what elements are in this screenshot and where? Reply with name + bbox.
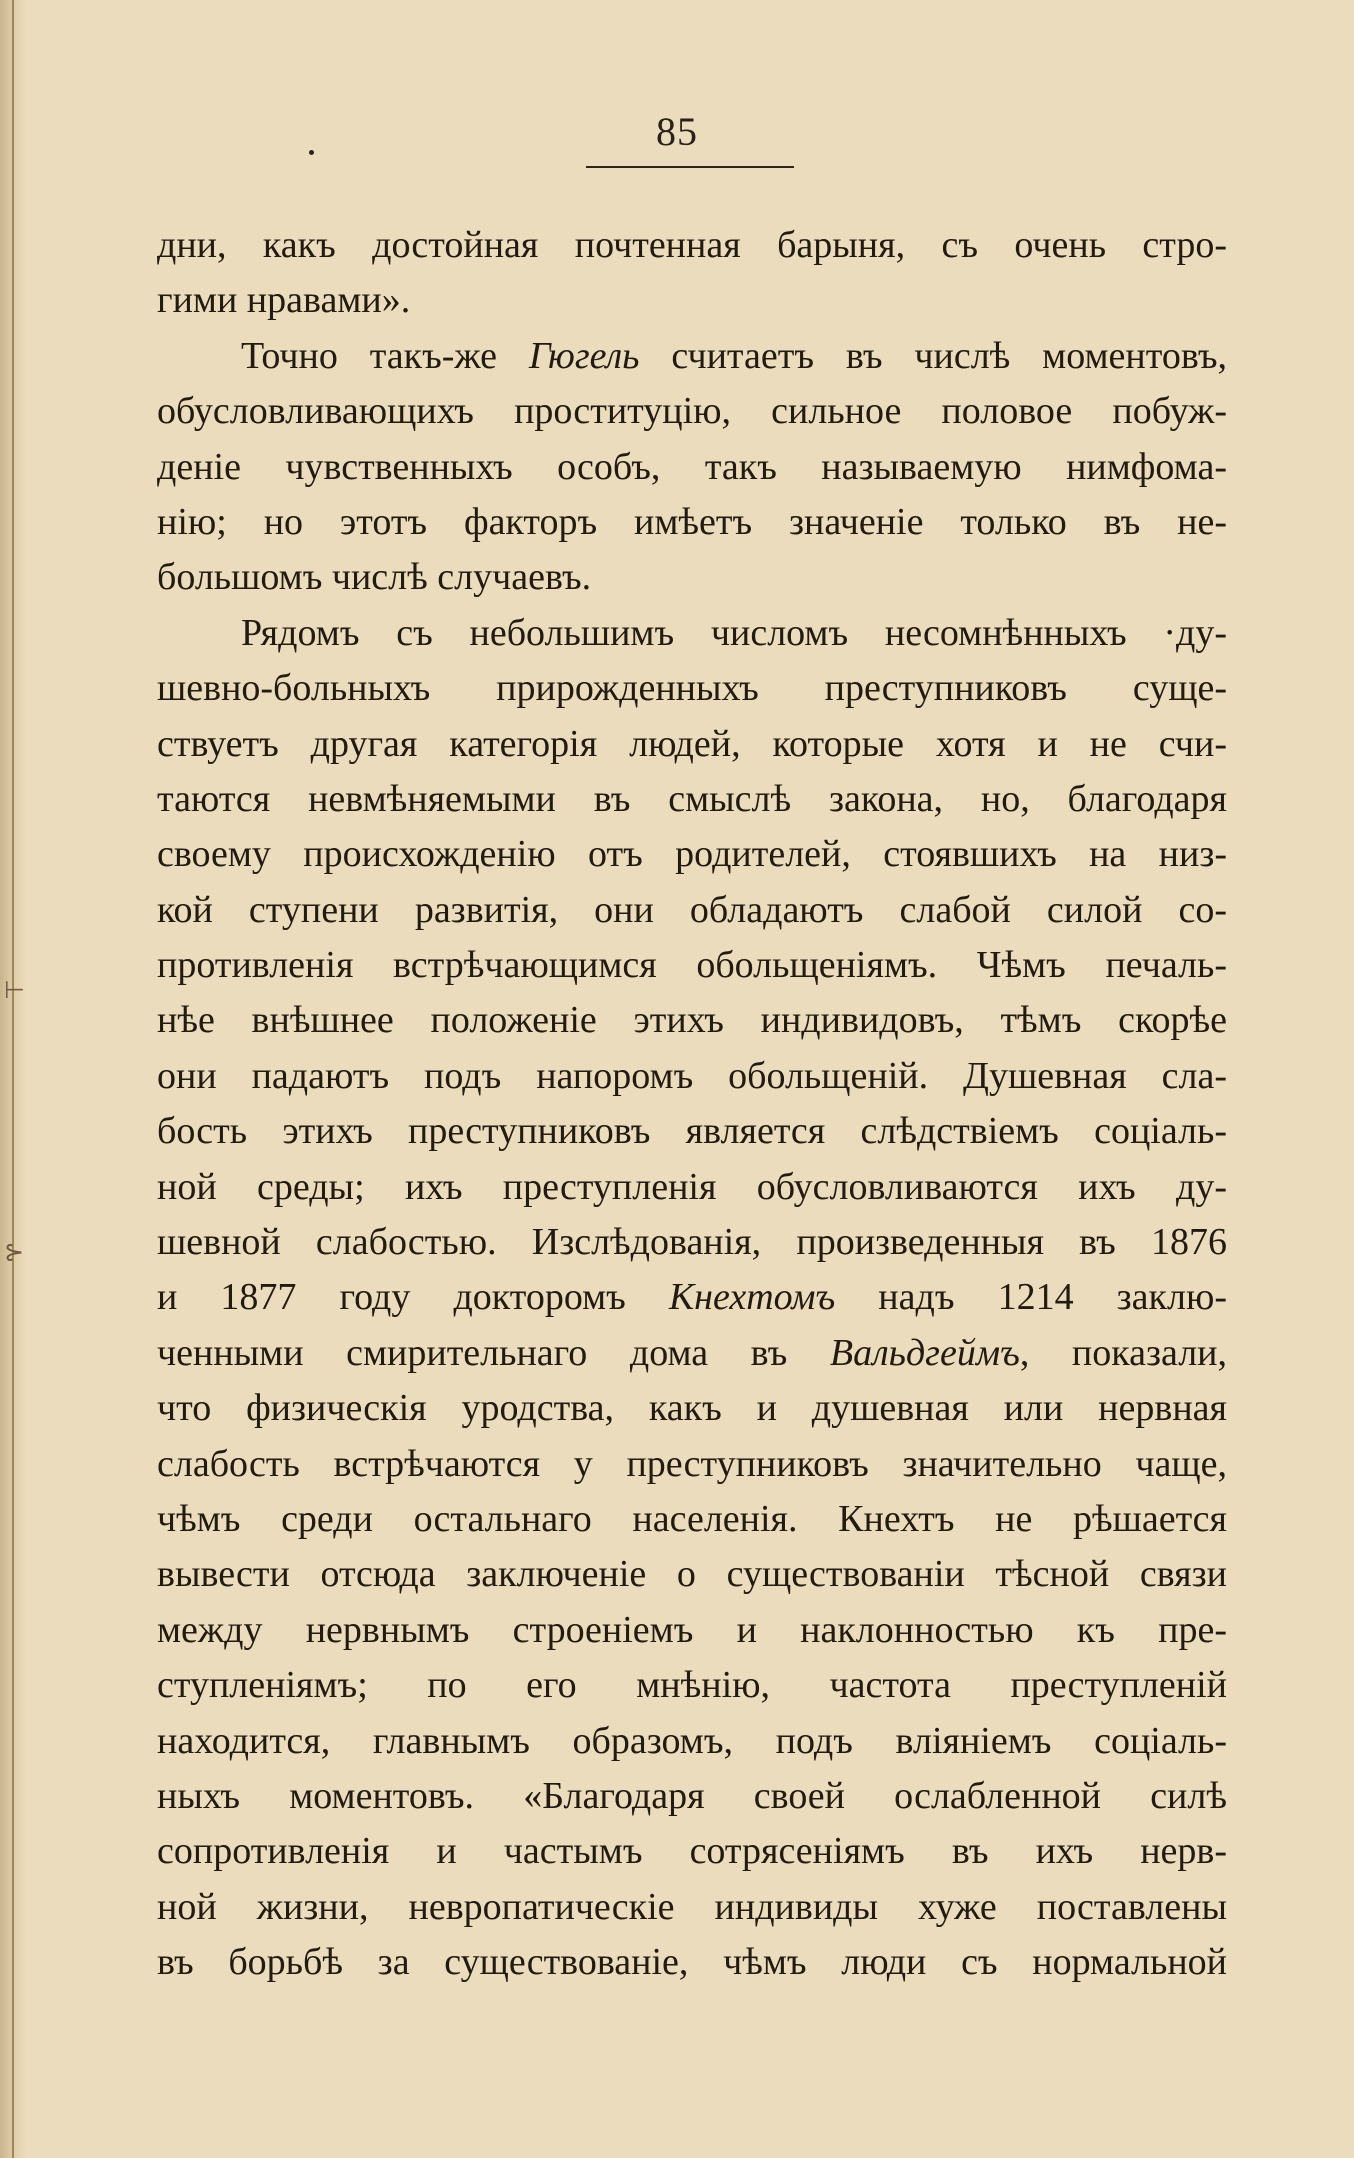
text-line — [157, 1824, 1227, 1879]
text-line — [157, 1769, 1227, 1824]
text-segment: ствуетъ другая категорія людей, которые хотя и не счи- — [157, 722, 1227, 765]
page-edge-line — [12, 0, 14, 2158]
text-line — [157, 1714, 1227, 1769]
text-line — [157, 938, 1227, 993]
page-number: 85 — [656, 109, 698, 154]
text-segment: чѣмъ среди остальнаго населенія. Кнехтъ не рѣшается — [157, 1497, 1227, 1540]
text-segment: , показали, — [1019, 1331, 1227, 1374]
text-line — [157, 883, 1227, 938]
body-text — [157, 218, 1227, 1991]
text-line — [157, 1104, 1227, 1159]
text-segment: своему происхожденію отъ родителей, стоявшихъ на низ- — [157, 833, 1227, 876]
text-line — [157, 1215, 1227, 1270]
text-segment: шевно-больныхъ прирожденныхъ преступниковъ суще- — [157, 667, 1227, 710]
text-segment: ныхъ моментовъ. «Благодаря своей ослабленной силѣ — [157, 1774, 1227, 1817]
text-segment: дни, какъ достойная почтенная барыня, съ очень стро- — [157, 224, 1227, 266]
text-line — [157, 1935, 1227, 1990]
text-line — [157, 1437, 1227, 1492]
text-segment: что физическія уродства, какъ и душевная или нервная — [157, 1387, 1227, 1430]
text-segment: противленія встрѣчающимся обольщеніямъ. Чѣмъ печаль- — [157, 944, 1227, 987]
text-line — [157, 440, 1227, 495]
text-line — [157, 550, 1227, 605]
text-segment: обусловливающихъ проституцію, сильное половое побуж- — [157, 390, 1227, 433]
text-segment: шевной слабостью. Изслѣдованія, произведенныя въ 1876 — [157, 1221, 1227, 1264]
text-line — [157, 1160, 1227, 1215]
text-segment: гими нравами». — [157, 279, 411, 322]
text-line — [157, 1492, 1227, 1547]
italic-name: Кнехтомъ — [668, 1276, 836, 1319]
text-segment: кой ступени развитія, они обладаютъ слабой силой со- — [157, 888, 1227, 931]
text-line — [157, 329, 1227, 384]
text-segment: ступленіямъ; по его мнѣнію, частота преступленій — [157, 1664, 1227, 1707]
text-line — [157, 1603, 1227, 1658]
text-segment: въ борьбѣ за существованіе, чѣмъ люди съ нормальной — [157, 1941, 1227, 1984]
text-segment: нѣе внѣшнее положеніе этихъ индивидовъ, тѣмъ скорѣе — [157, 999, 1227, 1042]
text-line — [157, 827, 1227, 882]
text-line — [157, 1326, 1227, 1381]
text-line — [157, 1049, 1227, 1104]
text-segment: считаетъ въ числѣ моментовъ, — [639, 334, 1227, 377]
text-line — [157, 772, 1227, 827]
italic-name: Вальдгеймъ — [829, 1331, 1020, 1374]
text-segment: Точно такъ-же — [241, 334, 529, 377]
text-line — [157, 1547, 1227, 1602]
text-line — [157, 273, 1227, 328]
text-segment: нію; но этотъ факторъ имѣетъ значеніе только въ не- — [157, 500, 1227, 543]
text-segment: вывести отсюда заключеніе о существованіи тѣсной связи — [157, 1553, 1227, 1596]
text-segment: сопротивленія и частымъ сотрясеніямъ въ ихъ нерв- — [157, 1830, 1227, 1873]
text-line — [157, 495, 1227, 550]
header-rule — [586, 166, 794, 168]
text-line — [157, 606, 1227, 661]
text-line — [157, 384, 1227, 439]
text-segment: они падаютъ подъ напоромъ обольщеній. Душевная сла- — [157, 1054, 1227, 1097]
text-segment: таются невмѣняемыми въ смыслѣ закона, но, благодаря — [157, 777, 1227, 820]
text-segment: бость этихъ преступниковъ является слѣдствіемъ соціаль- — [157, 1110, 1227, 1153]
italic-name: Гюгель — [528, 334, 640, 377]
text-segment: между нервнымъ строеніемъ и наклонностью къ пре- — [157, 1608, 1227, 1651]
text-line — [157, 1270, 1227, 1325]
text-line — [157, 993, 1227, 1048]
text-segment: ченными смирительнаго дома въ — [157, 1331, 830, 1374]
margin-tick-mark: ⊢ — [4, 976, 25, 1004]
text-segment: и 1877 году докторомъ — [157, 1276, 669, 1319]
text-segment: надъ 1214 заклю- — [835, 1276, 1227, 1319]
text-segment: большомъ числѣ случаевъ. — [157, 556, 592, 599]
text-line — [157, 717, 1227, 772]
text-line — [157, 1658, 1227, 1713]
text-segment: Рядомъ съ небольшимъ числомъ несомнѣнныхъ ·ду- — [241, 611, 1227, 654]
text-segment: деніе чувственныхъ особъ, такъ называемую нимфома- — [157, 445, 1227, 488]
text-line — [157, 1880, 1227, 1935]
text-segment: слабость встрѣчаются у преступниковъ значительно чаще, — [157, 1442, 1227, 1485]
margin-tick-mark: ⊱ — [4, 1238, 25, 1266]
text-line — [157, 661, 1227, 716]
text-segment: ной среды; ихъ преступленія обусловливаются ихъ ду- — [157, 1165, 1227, 1208]
text-line — [157, 1381, 1227, 1436]
text-segment: находится, главнымъ образомъ, подъ вліяніемъ соціаль- — [157, 1719, 1227, 1762]
text-line — [157, 218, 1227, 273]
text-segment: ной жизни, невропатическіе индивиды хуже поставлены — [157, 1885, 1227, 1928]
